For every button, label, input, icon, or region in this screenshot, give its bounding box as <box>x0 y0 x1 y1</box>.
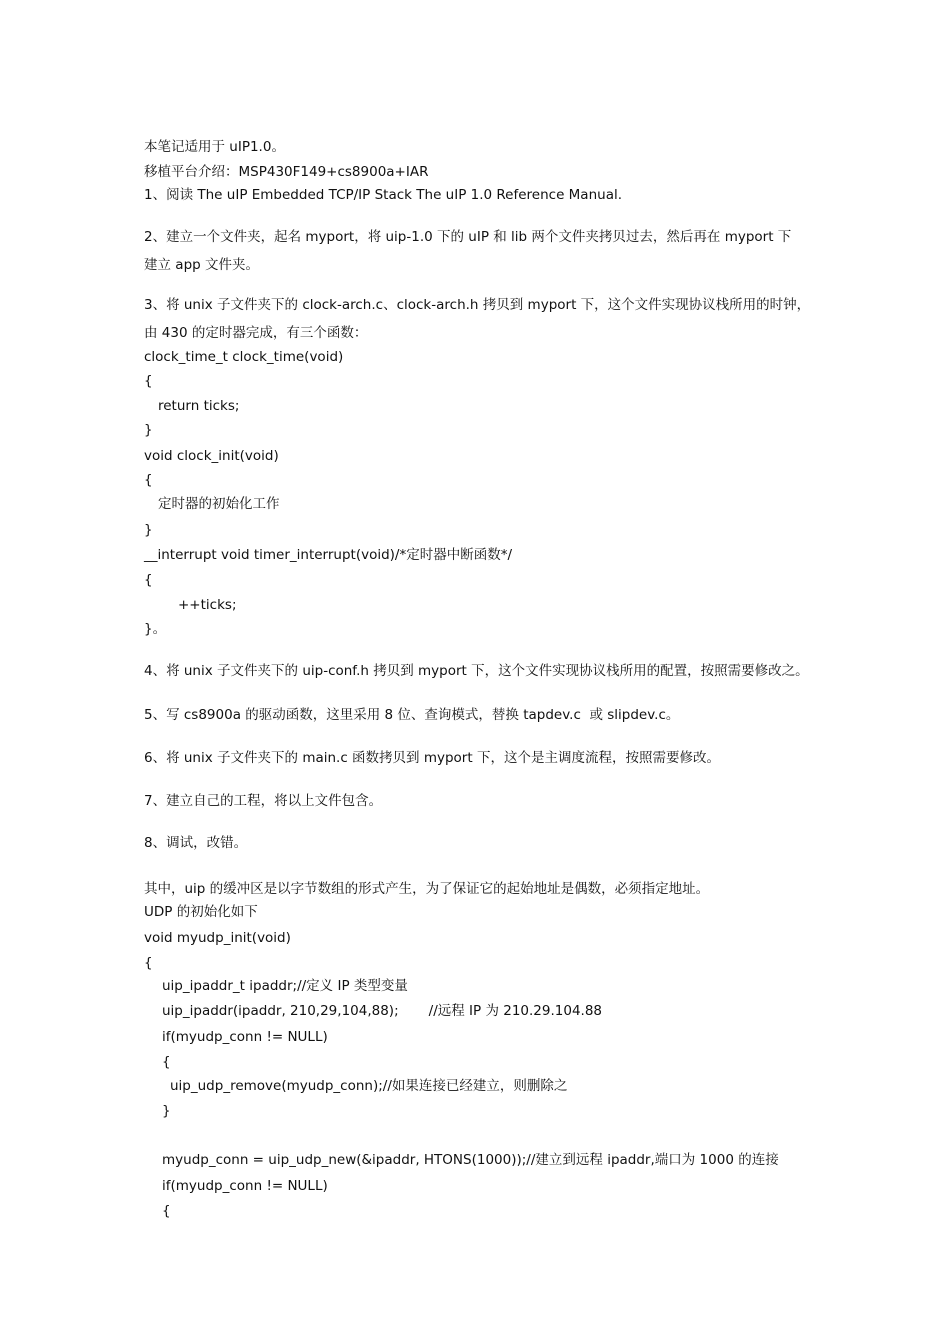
code-line: uip_ipaddr_t ipaddr;//定义 IP 类型变量 <box>162 978 408 994</box>
code-line: 定时器的初始化工作 <box>158 496 280 512</box>
code-line: { <box>144 373 153 389</box>
step-4: 4、将 unix 子文件夹下的 uip-conf.h 拷贝到 myport 下，这个文件实现协议栈所用的配置，按照需要修改之。 <box>144 663 809 679</box>
code-line: void clock_init(void) <box>144 448 279 464</box>
buffer-note: 其中，uip 的缓冲区是以字节数组的形式产生，为了保证它的起始地址是偶数，必须指定地址。 <box>144 881 710 897</box>
step-6: 6、将 unix 子文件夹下的 main.c 函数拷贝到 myport 下，这个是主调度流程，按照需要修改。 <box>144 750 720 766</box>
code-line: void myudp_init(void) <box>144 930 291 946</box>
code-line: { <box>144 472 153 488</box>
code-line: { <box>144 572 153 588</box>
step-3-line-1: 3、将 unix 子文件夹下的 clock-arch.c、clock-arch.h 拷贝到 myport 下，这个文件实现协议栈所用的时钟， <box>144 297 811 313</box>
code-line: } <box>144 522 153 538</box>
platform-line: 移植平台介绍：MSP430F149+cs8900a+IAR <box>144 164 429 180</box>
code-line: }。 <box>144 621 167 637</box>
note-scope-line: 本笔记适用于 uIP1.0。 <box>144 139 285 155</box>
code-line: { <box>144 955 153 971</box>
code-line: myudp_conn = uip_udp_new(&ipaddr, HTONS(1000));//建立到远程 ipaddr,端口为 1000 的连接 <box>162 1152 779 1168</box>
code-line: uip_udp_remove(myudp_conn);//如果连接已经建立，则删除之 <box>170 1078 568 1094</box>
code-line: { <box>162 1054 171 1070</box>
code-line: __interrupt void timer_interrupt(void)/*定时器中断函数*/ <box>144 547 513 563</box>
step-8: 8、调试，改错。 <box>144 835 248 851</box>
step-1: 1、阅读 The uIP Embedded TCP/IP Stack The uIP 1.0 Reference Manual. <box>144 187 623 203</box>
step-7: 7、建立自己的工程，将以上文件包含。 <box>144 793 383 809</box>
step-5: 5、写 cs8900a 的驱动函数，这里采用 8 位、查询模式，替换 tapdev.c 或 slipdev.c。 <box>144 707 680 723</box>
step-2-line-2: 建立 app 文件夹。 <box>144 257 259 273</box>
code-line: return ticks; <box>158 398 240 414</box>
code-line: ++ticks; <box>178 597 237 613</box>
code-line: if(myudp_conn != NULL) <box>162 1029 328 1045</box>
udp-init-heading: UDP 的初始化如下 <box>144 904 258 920</box>
step-3-line-2: 由 430 的定时器完成，有三个函数： <box>144 325 368 341</box>
code-line: if(myudp_conn != NULL) <box>162 1178 328 1194</box>
code-line: } <box>144 422 153 438</box>
step-2-line-1: 2、建立一个文件夹，起名 myport，将 uip-1.0 下的 uIP 和 lib 两个文件夹拷贝过去，然后再在 myport 下 <box>144 229 792 245</box>
code-line: { <box>162 1203 171 1219</box>
code-line: clock_time_t clock_time(void) <box>144 349 344 365</box>
code-line: } <box>162 1103 171 1119</box>
code-line: uip_ipaddr(ipaddr, 210,29,104,88); //远程 IP 为 210.29.104.88 <box>162 1003 603 1019</box>
